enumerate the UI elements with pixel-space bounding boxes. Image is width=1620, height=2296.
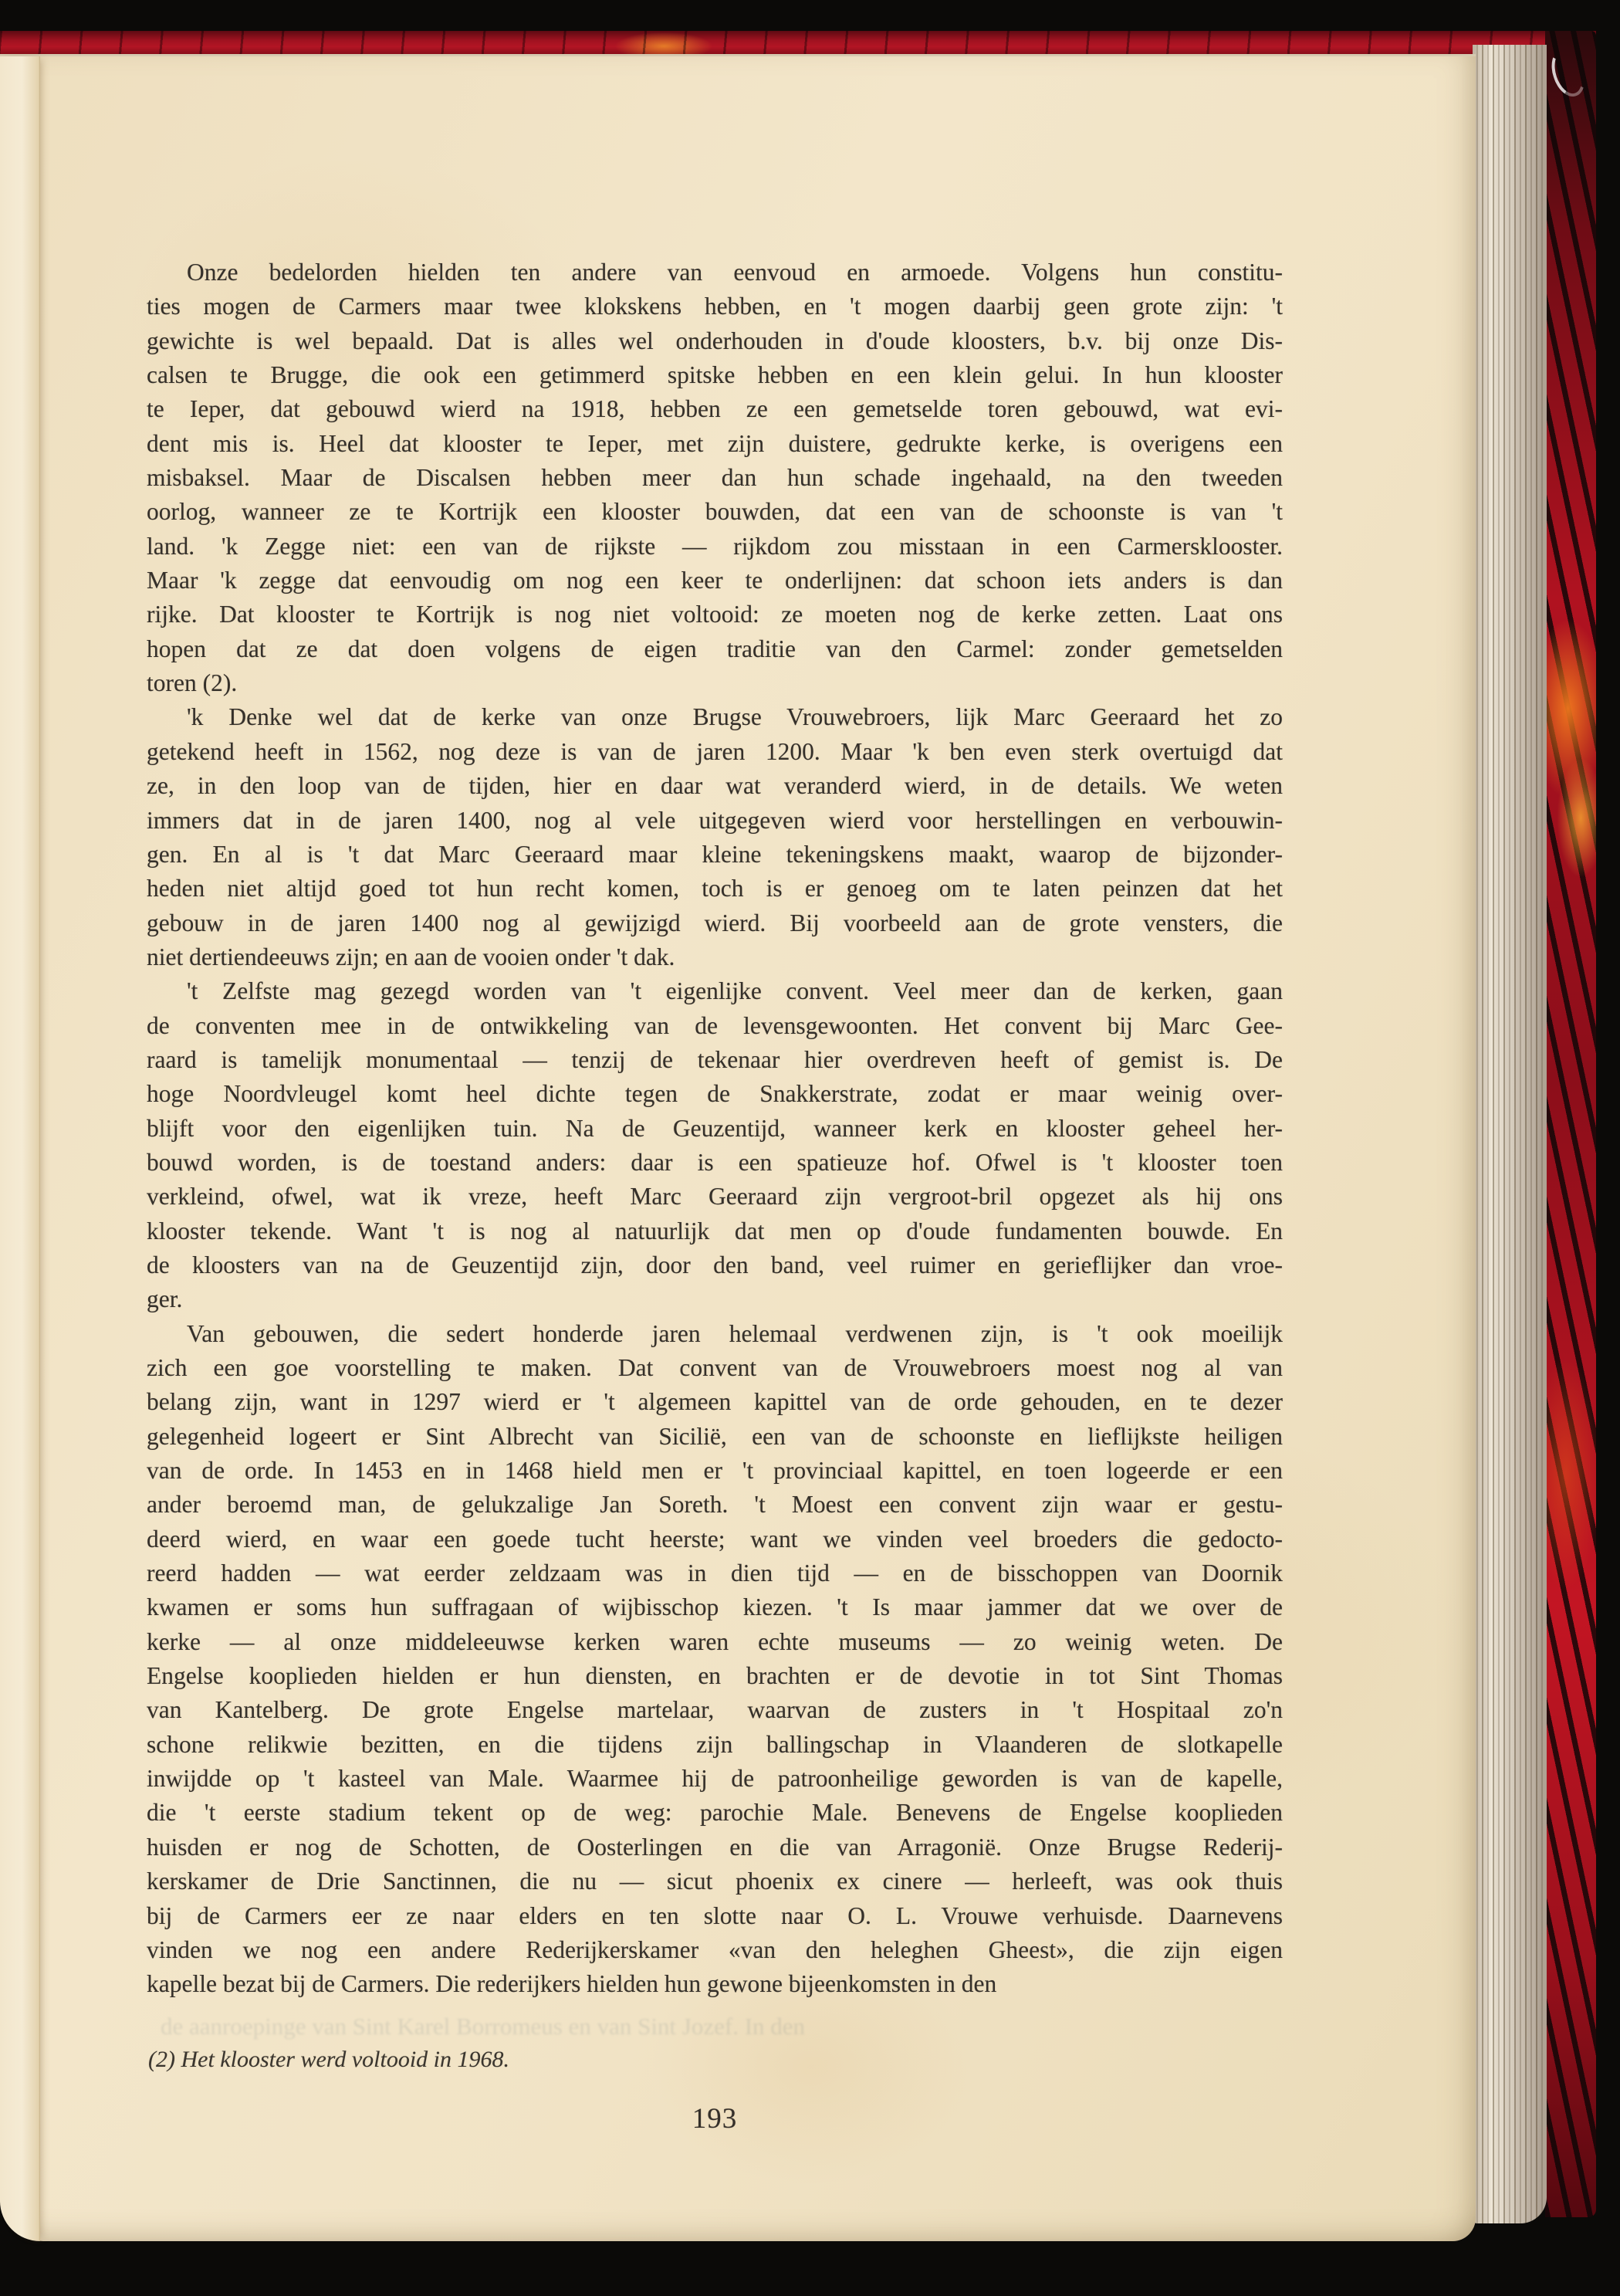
text-line: oorlog, wanneer ze te Kortrijk een klooster bouwden, dat een van de schoonste is van 't (147, 498, 1283, 526)
text-line: 'k Denke wel dat de kerke van onze Brugse Vrouwebroers, lijk Marc Geeraard het zo (187, 703, 1283, 731)
text-line: te Ieper, dat gebouwd wierd na 1918, hebben ze een gemetselde toren gebouwd, wat evi- (147, 395, 1283, 423)
text-line: huisden er nog de Schotten, de Oosterlingen en die van Arragonië. Onze Brugse Rederij- (147, 1833, 1283, 1861)
text-line: gewichte is wel bepaald. Dat is alles wel onderhouden in d'oude kloosters, b.v. bij onze Dis- (147, 327, 1283, 354)
text-line: kerskamer de Drie Sanctinnen, die nu — sicut phoenix ex cinere — herleeft, was ook thuis (147, 1868, 1283, 1895)
text-line: belang zijn, want in 1297 wierd er 't algemeen kapittel van de orde gehouden, en te dezer (147, 1388, 1283, 1416)
text-line: gen. En al is 't dat Marc Geeraard maar kleine tekeningskens maakt, waarop de bijzonder- (147, 840, 1283, 868)
text-line: bij de Carmers eer ze naar elders en ten slotte naar O. L. Vrouwe verhuisde. Daarnevens (147, 1901, 1283, 1929)
text-line: klooster tekende. Want 't is nog al natuurlijk dat men op d'oude fundamenten bouwde. En (147, 1217, 1283, 1245)
text-line: calsen te Brugge, die ook een getimmerd spitske hebben en een klein gelui. In hun klooster (147, 361, 1283, 389)
text-line: bouwd worden, is de toestand anders: daar is een spatieuze hof. Ofwel is 't klooster toen (147, 1148, 1283, 1176)
body-text (147, 256, 1283, 2002)
text-line: kwamen er soms hun suffragaan of wijbisschop kiezen. 't Is maar jammer dat we over de (147, 1593, 1283, 1621)
text-line: kerke — al onze middeleeuwse kerken waren echte museums — zo weinig weten. De (147, 1627, 1283, 1655)
text-line: raard is tamelijk monumentaal — tenzij de tekenaar hier overdreven heeft of gemist is. De (147, 1045, 1283, 1073)
text-line: van de orde. In 1453 en in 1468 hield men er 't provinciaal kapittel, en toen logeerde er een (147, 1457, 1283, 1485)
text-line: Onze bedelorden hielden ten andere van eenvoud en armoede. Volgens hun constitu- (187, 259, 1283, 286)
text-line: van Kantelberg. De grote Engelse martelaar, waarvan de zusters in 't Hospitaal zo'n (147, 1696, 1283, 1724)
text-line: getekend heeft in 1562, nog deze is van de jaren 1200. Maar 'k ben even sterk overtuigd dat (147, 737, 1283, 765)
text-line: Van gebouwen, die sedert honderde jaren helemaal verdwenen zijn, is 't ook moeilijk (187, 1319, 1283, 1347)
text-line: deerd wierd, en waar een goede tucht heerste; want we vinden veel broeders die gedocto- (147, 1525, 1283, 1553)
gutter-crease (0, 56, 40, 2241)
text-line: land. 'k Zegge niet: een van de rijkste — rijkdom zou misstaan in een Carmersklooster. (147, 532, 1283, 560)
text-line: ger. (147, 1285, 183, 1313)
text-line: ties mogen de Carmers maar twee klokskens hebben, en 't mogen daarbij geen grote zijn: 't (147, 293, 1283, 320)
book-page (0, 54, 1476, 2241)
text-line: misbaksel. Maar de Discalsen hebben meer dan hun schade ingehaald, na den tweeden (147, 464, 1283, 492)
text-line: verkleind, ofwel, wat ik vreze, heeft Marc Geeraard zijn vergroot-bril opgezet als hij ons (147, 1183, 1283, 1211)
text-line: ze, in den loop van de tijden, hier en daar wat veranderd wierd, in de details. We weten (147, 772, 1283, 800)
text-line: niet dertiendeeuws zijn; en aan de vooien onder 't dak. (147, 943, 675, 970)
book-cover-top-edge (0, 31, 1596, 56)
text-line: immers dat in de jaren 1400, nog al vele uitgegeven wierd voor herstellingen en verbouwin- (147, 806, 1283, 834)
page-stack-fore-edge (1473, 45, 1547, 2223)
text-line: zich een goe voorstelling te maken. Dat convent van de Vrouwebroers moest nog al van (147, 1354, 1283, 1381)
text-line: de kloosters van na de Geuzentijd zijn, door den band, veel ruimer en gerieflijker dan vroe- (147, 1251, 1283, 1278)
text-line: rijke. Dat klooster te Kortrijk is nog niet voltooid: ze moeten nog de kerke zetten. Laat ons (147, 601, 1283, 628)
text-line: die 't eerste stadium tekent op de weg: parochie Male. Benevens de Engelse kooplieden (147, 1799, 1283, 1827)
text-line: reerd hadden — wat eerder zeldzaam was in dien tijd — en de bisschoppen van Doornik (147, 1559, 1283, 1587)
page-number: 193 (692, 2103, 738, 2135)
text-line: hopen dat ze dat doen volgens de eigen traditie van den Carmel: zonder gemetselden (147, 635, 1283, 662)
text-line: schone relikwie bezitten, en die tijdens zijn ballingschap in Vlaanderen de slotkapelle (147, 1730, 1283, 1758)
text-line: 't Zelfste mag gezegd worden van 't eigenlijke convent. Veel meer dan de kerken, gaan (187, 977, 1283, 1005)
text-line: de conventen mee in de ontwikkeling van de levensgewoonten. Het convent bij Marc Gee- (147, 1011, 1283, 1039)
ghost-show-through: de aanroepinge van Sint Karel Borromeus en van Sint Jozef. In den (161, 2013, 806, 2040)
text-line: hoge Noordvleugel komt heel dichte tegen de Snakkerstrate, zodat er maar weinig over- (147, 1080, 1283, 1108)
text-line: blijft voor den eigenlijken tuin. Na de Geuzentijd, wanneer kerk en klooster geheel her- (147, 1114, 1283, 1142)
text-line: Engelse kooplieden hielden er hun diensten, en brachten er de devotie in tot Sint Thomas (147, 1662, 1283, 1690)
text-line: inwijdde op 't kasteel van Male. Waarmee hij de patroonheilige geworden is van de kapelle, (147, 1765, 1283, 1793)
text-line: kapelle bezat bij de Carmers. Die rederijkers hielden hun gewone bijeenkomsten in den (147, 1970, 997, 1998)
text-line: heden niet altijd goed tot hun recht komen, toch is er genoeg om te laten peinzen dat het (147, 875, 1283, 902)
text-line: vinden we nog een andere Rederijkerskamer «van den heleghen Gheest», die zijn eigen (147, 1935, 1283, 1963)
text-line: ander beroemd man, de gelukzalige Jan Soreth. 't Moest een convent zijn waar er gestu- (147, 1491, 1283, 1519)
text-line: gebouw in de jaren 1400 nog al gewijzigd wierd. Bij voorbeeld aan de grote vensters, die (147, 909, 1283, 936)
text-line: Maar 'k zegge dat eenvoudig om nog een keer te onderlijnen: dat schoon iets anders is dan (147, 567, 1283, 594)
text-line: toren (2). (147, 669, 238, 697)
text-line: gelegenheid logeert er Sint Albrecht van Sicilië, een van de schoonste en lieflijkste heiligen (147, 1422, 1283, 1450)
footnote: (2) Het klooster werd voltooid in 1968. (148, 2047, 509, 2072)
book-cover-marbled (1545, 31, 1596, 2217)
text-line: dent mis is. Heel dat klooster te Ieper, met zijn duistere, gedrukte kerke, is overigens een (147, 429, 1283, 457)
